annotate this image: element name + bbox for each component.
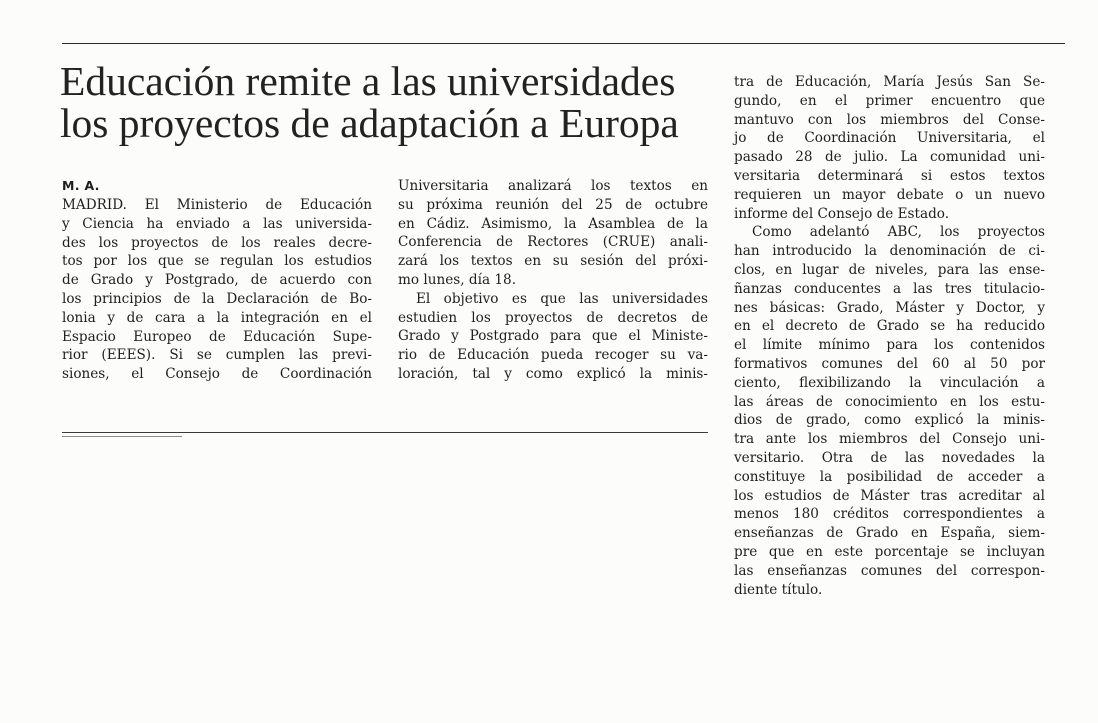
column-text-line: estudien los proyectos de decretos de — [398, 309, 708, 326]
column-text-line: su próxima reunión del 25 de octubre — [398, 196, 708, 213]
column-text-line: Universitaria analizará los textos en — [398, 178, 708, 194]
column-text-line: dios de grado, como explicó la minis- — [734, 412, 1045, 429]
column-text-line: tra ante los miembros del Consejo uni- — [734, 431, 1045, 448]
column-text-line: nes básicas: Grado, Máster y Doctor, y — [734, 299, 1045, 316]
column-text-line: tra de Educación, María Jesús San Se- — [734, 74, 1045, 90]
column-text-line: ciento, flexibilizando la vinculación a — [734, 374, 1045, 391]
column-text-line: MADRID. El Ministerio de Educación — [62, 197, 372, 213]
column-text-line: mo lunes, día 18. — [398, 271, 517, 288]
column-text-line: des los proyectos de los reales decre- — [62, 234, 372, 251]
column-text-line: zará los textos en su sesión del próxi- — [398, 253, 708, 270]
column-text-line: y Ciencia ha enviado a las universida- — [62, 215, 372, 232]
column-text-line: tos por los que se regulan los estudios — [62, 253, 372, 270]
column-text-line: los principios de la Declaración de Bo- — [62, 290, 372, 307]
column-text-line: los estudios de Máster tras acreditar al — [734, 487, 1045, 504]
column-text-line: lonia y de cara a la integración en el — [62, 309, 372, 326]
bottom-rule — [62, 432, 708, 433]
column-text-line: informe del Consejo de Estado. — [734, 205, 950, 222]
article-column-1 — [62, 196, 372, 384]
column-text-line: versitario. Otra de las novedades la — [734, 449, 1045, 466]
article-column-3 — [734, 73, 1045, 599]
column-text-line: mantuvo con los miembros del Conse- — [734, 111, 1045, 128]
headline — [60, 60, 720, 144]
column-text-line: jo de Coordinación Universitaria, el — [734, 130, 1045, 147]
column-text-line: clos, en lugar de niveles, para las ense- — [734, 261, 1045, 278]
column-text-line: las áreas de conocimiento en los estu- — [734, 393, 1045, 410]
column-text-line: han introducido la denominación de ci- — [734, 243, 1045, 260]
column-text-line: El objetivo es que las universidades — [416, 290, 708, 307]
column-text-line: las enseñanzas comunes del correspon- — [734, 562, 1045, 579]
column-text-line: en el decreto de Grado se ha reducido — [734, 318, 1045, 335]
column-text-line: siones, el Consejo de Coordinación — [62, 366, 372, 383]
column-text-line: Conferencia de Rectores (CRUE) anali- — [398, 234, 708, 251]
column-text-line: Como adelantó ABC, los proyectos — [752, 224, 1045, 241]
column-text-line: gundo, en el primer encuentro que — [734, 92, 1045, 109]
column-text-line: pasado 28 de julio. La comunidad uni- — [734, 149, 1045, 166]
column-text-line: el límite mínimo para los contenidos — [734, 337, 1045, 354]
column-text-line: ñanzas conducentes a las tres titulacio- — [734, 280, 1045, 297]
column-text-line: de Grado y Postgrado, de acuerdo con — [62, 272, 372, 289]
column-text-line: enseñanzas de Grado en España, siem- — [734, 525, 1045, 542]
column-text-line: rior (EEES). Si se cumplen las previ- — [62, 347, 372, 364]
column-text-line: versitaria determinará si estos textos — [734, 167, 1045, 184]
column-text-line: constituye la posibilidad de acceder a — [734, 468, 1045, 485]
top-rule — [62, 43, 1065, 44]
byline: M. A. — [62, 178, 100, 193]
headline-line-2: los proyectos de adaptación a Europa — [60, 100, 679, 146]
column-text-line: rio de Educación pueda recoger su va- — [398, 347, 708, 364]
article-column-2 — [398, 177, 708, 384]
column-text-line: menos 180 créditos correspondientes a — [734, 506, 1045, 523]
headline-line-1: Educación remite a las universidades — [60, 58, 676, 104]
column-text-line: pre que en este porcentaje se incluyan — [734, 543, 1045, 560]
column-text-line: requieren un mayor debate o un nuevo — [734, 186, 1045, 203]
column-text-line: Grado y Postgrado para que el Ministe- — [398, 328, 708, 345]
column-text-line: formativos comunes del 60 al 50 por — [734, 355, 1045, 372]
bottom-rule-secondary — [62, 436, 182, 437]
column-text-line: loración, tal y como explicó la minis- — [398, 365, 708, 382]
column-text-line: diente título. — [734, 581, 823, 598]
column-text-line: Espacio Europeo de Educación Supe- — [62, 328, 372, 345]
column-text-line: en Cádiz. Asimismo, la Asamblea de la — [398, 215, 708, 232]
